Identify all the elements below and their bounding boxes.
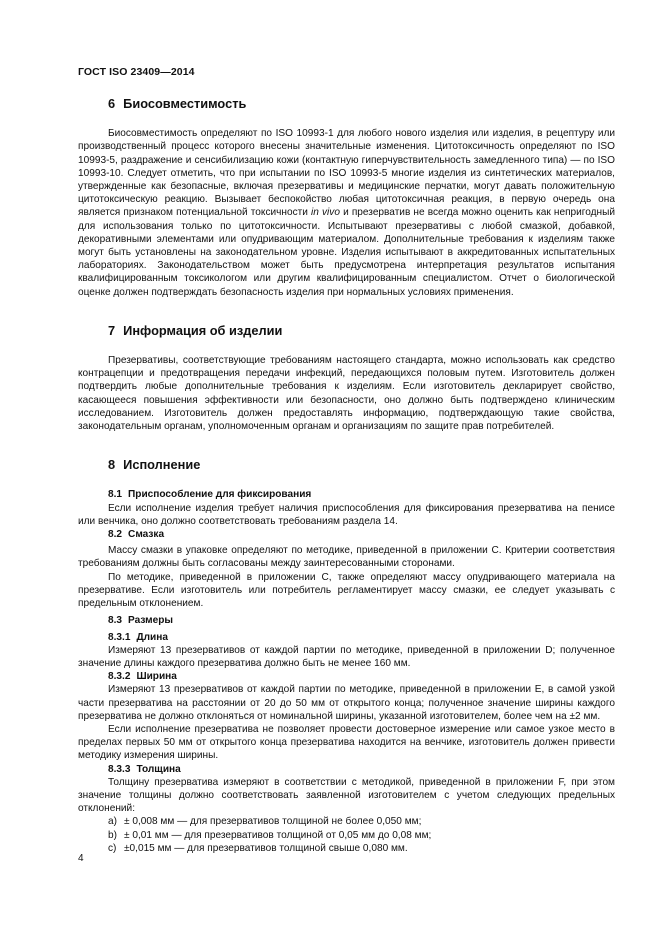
subsection-8-3-2-paragraph-1: Измеряют 13 презервативов от каждой партии по методике, приведенной в приложении Е, в самой узкой части презерватива на расстоянии от 20 до 50 мм от открытого конца; полученное значение ширины каждого презерватива не должно отклоняться от номинальной ширины, указанной изготовителем, более чем на ±2 мм.	[78, 684, 615, 722]
section-7-heading	[78, 324, 615, 337]
subsection-number: 8.3.1	[108, 631, 131, 643]
list-item	[78, 829, 615, 842]
section-title: Биосовместимость	[123, 96, 247, 111]
subsection-8-3-3-paragraph: Толщину презерватива измеряют в соответствии с методикой, приведенной в приложении F, при этом значение толщины должно соответствовать заявленной изготовителем с учетом следующих предельных отклонений:	[78, 776, 615, 815]
subsection-number: 8.3.2	[108, 671, 131, 683]
section-6-paragraph	[78, 127, 615, 299]
subsection-title: Длина	[136, 631, 168, 643]
list-marker: c)	[108, 842, 117, 854]
section-title: Информация об изделии	[123, 322, 283, 338]
subsection-title: Толщина	[136, 763, 181, 775]
section-number: 8	[108, 457, 116, 473]
subsection-8-3-2-paragraph-2: Если исполнение презерватива не позволяет провести достоверное измерение или самое узкое место в пределах первых 50 мм от открытого конца презерватива находится на венчике, изготовитель должен привести методику измерения ширины.	[78, 723, 615, 762]
subsection-8-1-heading	[78, 488, 615, 501]
subsection-number: 8.3	[108, 615, 123, 627]
section-6-heading	[78, 97, 615, 110]
subsection-title: Приспособление для фиксирования	[128, 489, 312, 501]
list-item-text: ± 0,01 мм — для презервативов толщиной от 0,05 мм до 0,08 мм;	[124, 829, 432, 841]
subsection-8-3-1-paragraph: Измеряют 13 презервативов от каждой партии по методике, приведенной в приложении D; полученное значение длины каждого презерватива должно быть не менее 160 мм.	[78, 644, 615, 669]
list-marker: b)	[108, 829, 117, 841]
subsection-title: Ширина	[136, 671, 177, 683]
section-number: 6	[108, 96, 116, 111]
list-item-text: ± 0,008 мм — для презервативов толщиной не более 0,050 мм;	[124, 816, 422, 828]
list-marker: a)	[108, 816, 117, 828]
document-header: ГОСТ ISO 23409—2014	[78, 66, 195, 78]
subsection-number: 8.2	[108, 529, 123, 541]
subsection-8-3-2-heading	[78, 670, 615, 683]
section-7-paragraph: Презервативы, соответствующие требованиям настоящего стандарта, можно использовать как средство контрацепции и предотвращения передачи инфекций, передающихся половым путем. Изготовитель должен подтвердить любые дополнительные требования к изделиям. Если изготовитель декларирует свойство, касающееся повышения эффективности или безопасности, оно должно быть подтверждено клиническим исследованием. Изготовитель должен предоставлять информацию, подтверждающую такие свойства, законодательным органам, уполномоченным органам и организациям по защите прав потребителей.	[78, 355, 615, 433]
section-title: Исполнение	[123, 457, 201, 473]
subsection-8-2-paragraph-2: По методике, приведенной в приложении С, также определяют массу опудривающего материала на презервативе. Если изготовитель или потребитель регламентирует массу смазки, ее следует указывать с предельным отклонением.	[78, 571, 615, 610]
section-8-heading	[78, 458, 615, 471]
subsection-title: Размеры	[128, 615, 174, 627]
page-number: 4	[78, 853, 84, 864]
list-item	[78, 842, 615, 855]
subsection-8-1-paragraph: Если исполнение изделия требует наличия приспособления для фиксирования презерватива на пенисе или венчика, оно должно соответствовать требованиям раздела 14.	[78, 502, 615, 527]
list-item	[78, 815, 615, 828]
subsection-8-3-heading	[78, 614, 615, 627]
paragraph-text: и презерватив не всегда можно оценить как непригодный для использования только по цитотоксичности. Испытывают презервативы с любой смазкой, добавкой, декоративными элементами или опудривающим материалом. Дополнительные требования к изделиям также могут быть установлены на законодательном уровне. Изделия испытывают в аккредитованных испытательных лабораториях. Законодательством может быть предусмотрена интерпретация результатов испытания квалифицированным токсикологом или другим квалифицированным специалистом. Отчет о биологической оценке должен подтверждать безопасность изделия при нормальных условиях применения.	[78, 207, 615, 298]
italic-term: in vivo	[311, 207, 340, 219]
subsection-8-3-3-heading	[78, 763, 615, 776]
paragraph-text: Биосовместимость определяют по ISO 10993-1 для любого нового изделия или изделия, в рецептуру или производственный процесс которого внесены значительные изменения. Цитотоксичность определяют по ISO 10993-5, раздражение и сенсибилизацию кожи (контактную гиперчувствительность замедленного типа) — по ISO 10993-10. Следует отметить, что при испытании по ISO 10993-5 многие изделия из синтетических материалов, утвержденные как безопасные, включая презервативы и медицинские перчатки, могут давать положительную цитотоксическую реакцию. Вызывает беспокойство любая цитотоксичная реакция, в первую очередь она является признаком потенциальной токсичности	[78, 128, 615, 219]
list-item-text: ±0,015 мм — для презервативов толщиной свыше 0,080 мм.	[124, 842, 408, 854]
subsection-number: 8.1	[108, 489, 123, 501]
subsection-8-3-1-heading	[78, 631, 615, 644]
subsection-number: 8.3.3	[108, 763, 131, 775]
section-number: 7	[108, 322, 116, 338]
subsection-title: Смазка	[128, 529, 165, 541]
subsection-8-2-heading	[78, 528, 615, 541]
subsection-8-2-paragraph-1: Массу смазки в упаковке определяют по методике, приведенной в приложении С. Критерии соответствия требованиям должны быть согласованы между заинтересованными сторонами.	[78, 545, 615, 570]
document-body	[78, 92, 615, 855]
